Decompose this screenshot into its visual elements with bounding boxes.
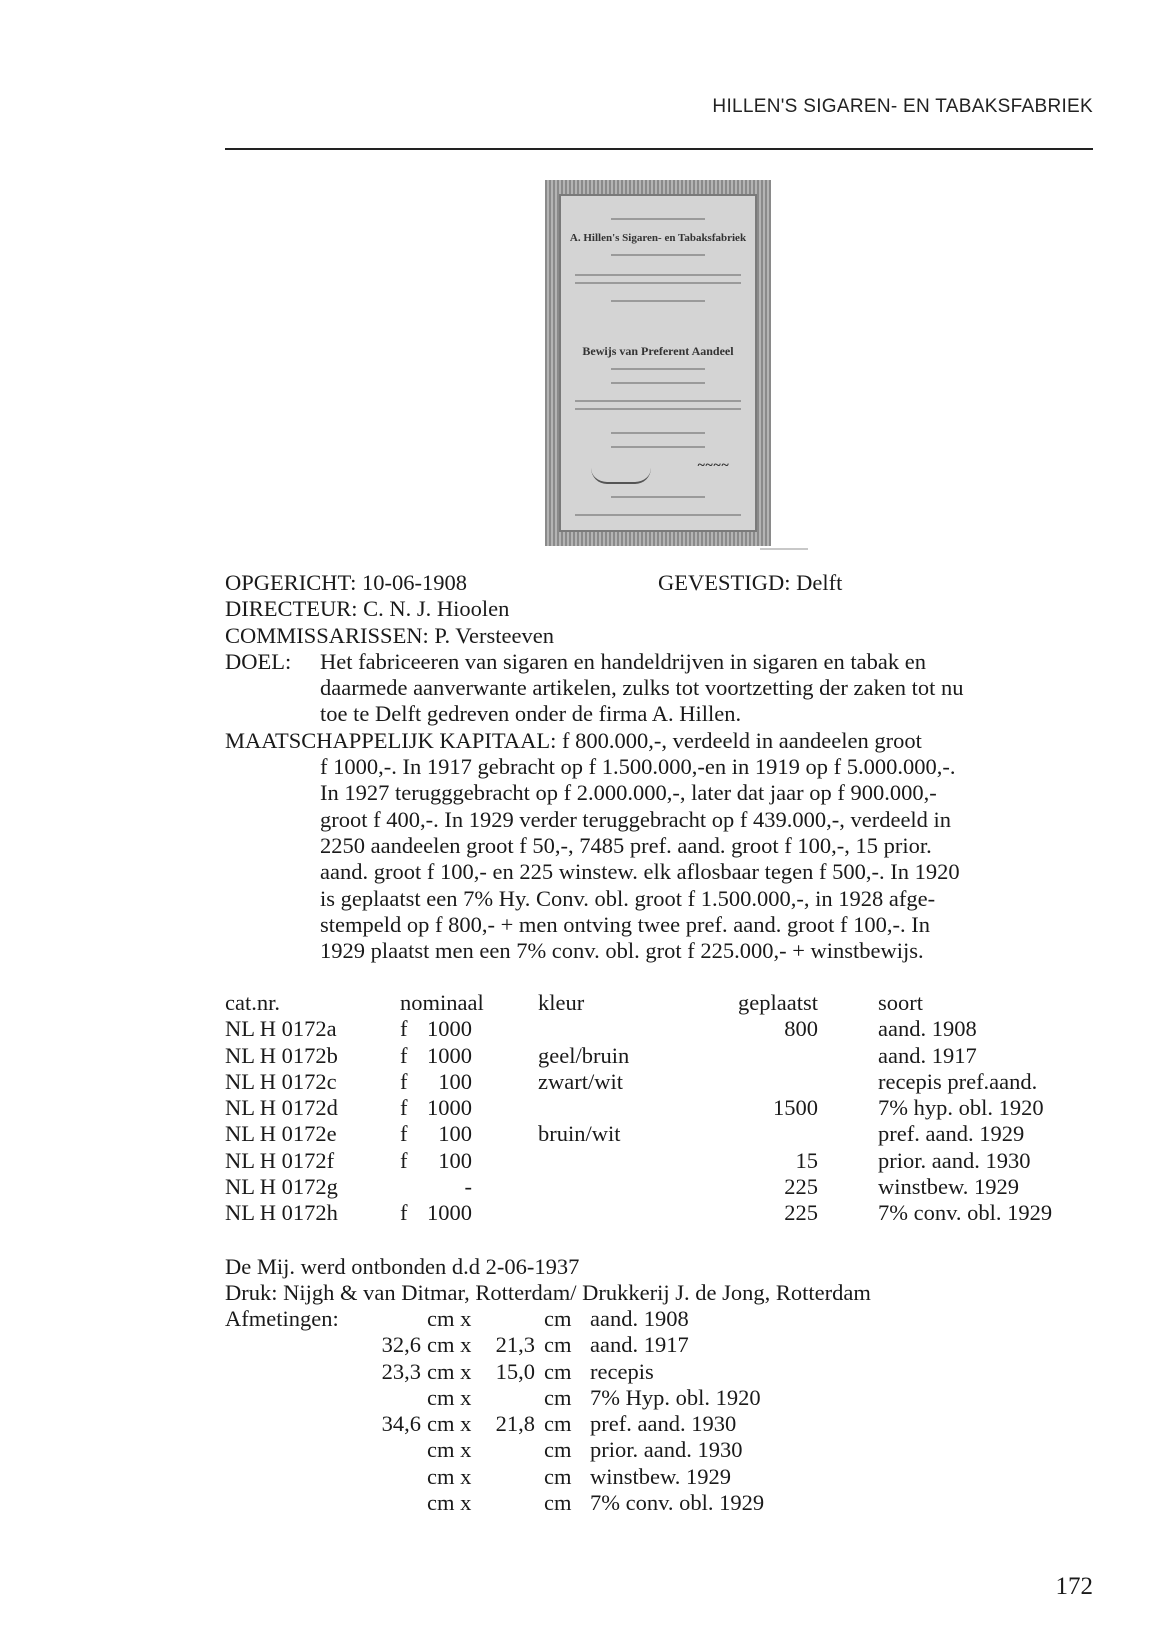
certificate-line [611, 300, 705, 302]
dimension-row [225, 1411, 1125, 1437]
dimension-soort: 7% Hyp. obl. 1920 [590, 1384, 761, 1410]
cat-nr: NL H 0172d [225, 1095, 338, 1121]
geplaatst: 15 [795, 1147, 818, 1173]
geplaatst: 225 [784, 1200, 818, 1226]
soort: pref. aand. 1929 [878, 1121, 1025, 1147]
nominaal-value: 1000 [427, 1016, 472, 1042]
dimension-cm: cm [544, 1306, 572, 1331]
table-row [225, 1148, 1052, 1174]
soort: recepis pref.aand. [878, 1068, 1038, 1094]
dimension-soort: winstbew. 1929 [590, 1463, 732, 1489]
dimension-soort: aand. 1908 [590, 1306, 689, 1331]
doel-line: toe te Delft gedreven onder de firma A. Hillen. [320, 701, 742, 727]
dimension-cmx: cm x [427, 1463, 472, 1489]
nominaal-value: 100 [438, 1121, 472, 1147]
dimension-row [225, 1385, 1125, 1411]
soort: prior. aand. 1930 [878, 1147, 1031, 1173]
kapitaal-line: groot f 400,-. In 1929 verder teruggebracht op f 439.000,-, verdeeld in [320, 806, 952, 832]
certificate-line [611, 218, 705, 220]
table-row [225, 1043, 1052, 1069]
table-row [225, 1095, 1052, 1121]
kapitaal-line: 2250 aandeelen groot f 50,-, 7485 pref. aand. groot f 100,-, 15 prior. [320, 832, 932, 858]
dimension-cmx: cm x [427, 1384, 472, 1410]
kapitaal-line: 1929 plaatst men een 7% conv. obl. grot f 225.000,- + winstbewijs. [320, 938, 924, 964]
dimension-width: 21,8 [495, 1411, 535, 1437]
nominaal-value: 100 [438, 1068, 472, 1094]
dimension-row [225, 1332, 1125, 1358]
dimension-row [225, 1437, 1125, 1463]
kleur [538, 1174, 708, 1200]
nominaal-currency: f [400, 1042, 408, 1068]
kapitaal-line: In 1927 terugggebracht op f 2.000.000,-, later dat jaar op f 900.000,- [320, 780, 937, 806]
dimension-cm: cm [544, 1332, 572, 1358]
dimension-height: 32,6 [381, 1332, 421, 1358]
doel-row [225, 649, 1095, 675]
nominaal [400, 1043, 538, 1069]
certificate-line [611, 432, 705, 434]
dimension-cmx: cm x [427, 1332, 472, 1358]
doel-line: daarmede aanverwante artikelen, zulks tot voortzetting der zaken tot nu [320, 675, 964, 701]
geplaatst [708, 1121, 818, 1147]
dimension-cm: cm [544, 1463, 572, 1489]
afmetingen-label: Afmetingen: [225, 1306, 339, 1331]
table-row [225, 1200, 1052, 1226]
certificate-line [575, 400, 741, 402]
kleur [538, 1095, 708, 1121]
certificate-line [611, 368, 705, 370]
dimensions-list [225, 1306, 1125, 1516]
nominaal [400, 1069, 538, 1095]
dimension-cm: cm [544, 1490, 572, 1516]
geplaatst [708, 1043, 818, 1069]
nominaal-currency: f [400, 1200, 408, 1226]
nominaal [400, 1148, 538, 1174]
cat-nr: NL H 0172h [225, 1200, 338, 1226]
header-cell: soort [878, 990, 923, 1015]
dimension-cm: cm [544, 1437, 572, 1463]
dimension-soort: recepis [590, 1358, 654, 1384]
geplaatst [708, 1069, 818, 1095]
dimension-cmx: cm x [427, 1411, 472, 1437]
nominaal-currency: f [400, 1095, 408, 1121]
dimension-cmx: cm x [427, 1358, 472, 1384]
certificate-paper [559, 194, 757, 532]
company-info [225, 570, 1095, 964]
dimension-cmx: cm x [427, 1306, 472, 1331]
kleur: geel/bruin [538, 1042, 630, 1068]
header-rule [225, 148, 1093, 150]
geplaatst: 1500 [773, 1095, 818, 1121]
table-header-row [225, 990, 1052, 1016]
nominaal-value: 1000 [427, 1095, 472, 1121]
running-header: HILLEN'S SIGAREN- EN TABAKSFABRIEK [712, 96, 1093, 117]
nominaal [400, 1121, 538, 1147]
ontbonden: De Mij. werd ontbonden d.d 2-06-1937 [225, 1254, 580, 1279]
druk: Druk: Nijgh & van Ditmar, Rotterdam/ Drukkerij J. de Jong, Rotterdam [225, 1280, 871, 1306]
certificate-line [575, 408, 741, 410]
certificate-image [545, 180, 771, 546]
table-row [225, 1016, 1052, 1042]
kleur: zwart/wit [538, 1068, 623, 1094]
cat-nr: NL H 0172a [225, 1016, 337, 1042]
cat-nr: NL H 0172f [225, 1147, 335, 1173]
dimension-height: 23,3 [381, 1358, 421, 1384]
nominaal-value: 1000 [427, 1042, 472, 1068]
nominaal [400, 1095, 538, 1121]
certificate-line [575, 514, 741, 516]
dimension-width: 21,3 [495, 1332, 535, 1358]
dimension-soort: aand. 1917 [590, 1332, 689, 1358]
kleur [538, 1148, 708, 1174]
nominaal-value: - [464, 1174, 472, 1200]
kapitaal-line: f 1000,-. In 1917 gebracht op f 1.500.000,-en in 1919 op f 5.000.000,-. [320, 754, 956, 780]
nominaal-currency: f [400, 1147, 408, 1173]
dimension-row [225, 1490, 1125, 1516]
certificate-line [575, 274, 741, 276]
cat-nr: NL H 0172c [225, 1068, 337, 1094]
cat-nr: NL H 0172b [225, 1042, 338, 1068]
image-credit-mark [760, 548, 808, 550]
dimension-soort: pref. aand. 1930 [590, 1411, 737, 1437]
dimension-cm: cm [544, 1384, 572, 1410]
certificate-title: Bewijs van Preferent Aandeel [582, 344, 734, 358]
soort: aand. 1908 [878, 1016, 977, 1042]
soort: 7% hyp. obl. 1920 [878, 1095, 1044, 1121]
dimension-row [225, 1464, 1125, 1490]
info-row [225, 570, 1095, 596]
geplaatst: 225 [784, 1174, 818, 1200]
page-number: 172 [1055, 1573, 1093, 1600]
nominaal [400, 1016, 538, 1042]
directeur: DIRECTEUR: C. N. J. Hioolen [225, 596, 510, 622]
dimension-cmx: cm x [427, 1437, 472, 1463]
nominaal [400, 1174, 538, 1200]
dimension-cmx: cm x [427, 1490, 472, 1516]
dimension-height: 34,6 [381, 1411, 421, 1437]
table-row [225, 1121, 1052, 1147]
kleur [538, 1200, 708, 1226]
dimension-soort: 7% conv. obl. 1929 [590, 1490, 765, 1516]
certificate-line [575, 282, 741, 284]
doel-label: DOEL: [225, 648, 292, 674]
kapitaal-line: stempeld op f 800,- + men ontving twee pref. aand. groot f 100,-. In [320, 911, 931, 937]
table-row [225, 1069, 1052, 1095]
nominaal-value: 100 [438, 1147, 472, 1173]
header-cell: kleur [538, 990, 585, 1015]
commissarissen: COMMISSARISSEN: P. Versteeven [225, 622, 554, 648]
dimension-cm: cm [544, 1411, 572, 1437]
nominaal-currency: f [400, 1121, 408, 1147]
dimension-row [225, 1359, 1125, 1385]
table-row [225, 1174, 1052, 1200]
soort: aand. 1917 [878, 1042, 977, 1068]
kleur [538, 1016, 708, 1042]
nominaal-value: 1000 [427, 1200, 472, 1226]
cat-nr: NL H 0172e [225, 1121, 337, 1147]
dimension-cm: cm [544, 1358, 572, 1384]
signature-mark [591, 468, 651, 484]
signature-mark: ~~~~ [697, 458, 729, 473]
certificate-line [611, 496, 705, 498]
dimension-soort: prior. aand. 1930 [590, 1437, 743, 1463]
nominaal-currency: f [400, 1068, 408, 1094]
doel-line: Het fabriceeren van sigaren en handeldrijven in sigaren en tabak en [320, 648, 926, 674]
certificate-line [611, 446, 705, 448]
catalog-table [225, 990, 1052, 1227]
nominaal-currency: f [400, 1016, 408, 1042]
footer-notes [225, 1254, 871, 1307]
cat-nr: NL H 0172g [225, 1174, 338, 1200]
opgericht: OPGERICHT: 10-06-1908 [225, 570, 467, 595]
certificate-line [611, 254, 705, 256]
kapitaal-line: is geplaatst een 7% Hy. Conv. obl. groot f 1.500.000,-, in 1928 afge- [320, 885, 936, 911]
soort: 7% conv. obl. 1929 [878, 1200, 1053, 1226]
gevestigd: GEVESTIGD: Delft [658, 570, 843, 595]
header-cell: geplaatst [738, 990, 818, 1015]
kapitaal-line: aand. groot f 100,- en 225 winstew. elk aflosbaar tegen f 500,-. In 1920 [320, 859, 960, 885]
kleur: bruin/wit [538, 1121, 621, 1147]
soort: winstbew. 1929 [878, 1174, 1020, 1200]
dimension-width: 15,0 [495, 1358, 535, 1384]
geplaatst: 800 [784, 1016, 818, 1042]
header-cell: nominaal [400, 990, 484, 1015]
kapitaal-first: MAATSCHAPPELIJK KAPITAAL: f 800.000,-, verdeeld in aandeelen groot [225, 727, 922, 753]
certificate-line [611, 382, 705, 384]
certificate-company: A. Hillen's Sigaren- en Tabaksfabriek [569, 232, 747, 244]
header-cell: cat.nr. [225, 990, 280, 1015]
dimension-row [225, 1306, 1125, 1332]
nominaal [400, 1200, 538, 1226]
